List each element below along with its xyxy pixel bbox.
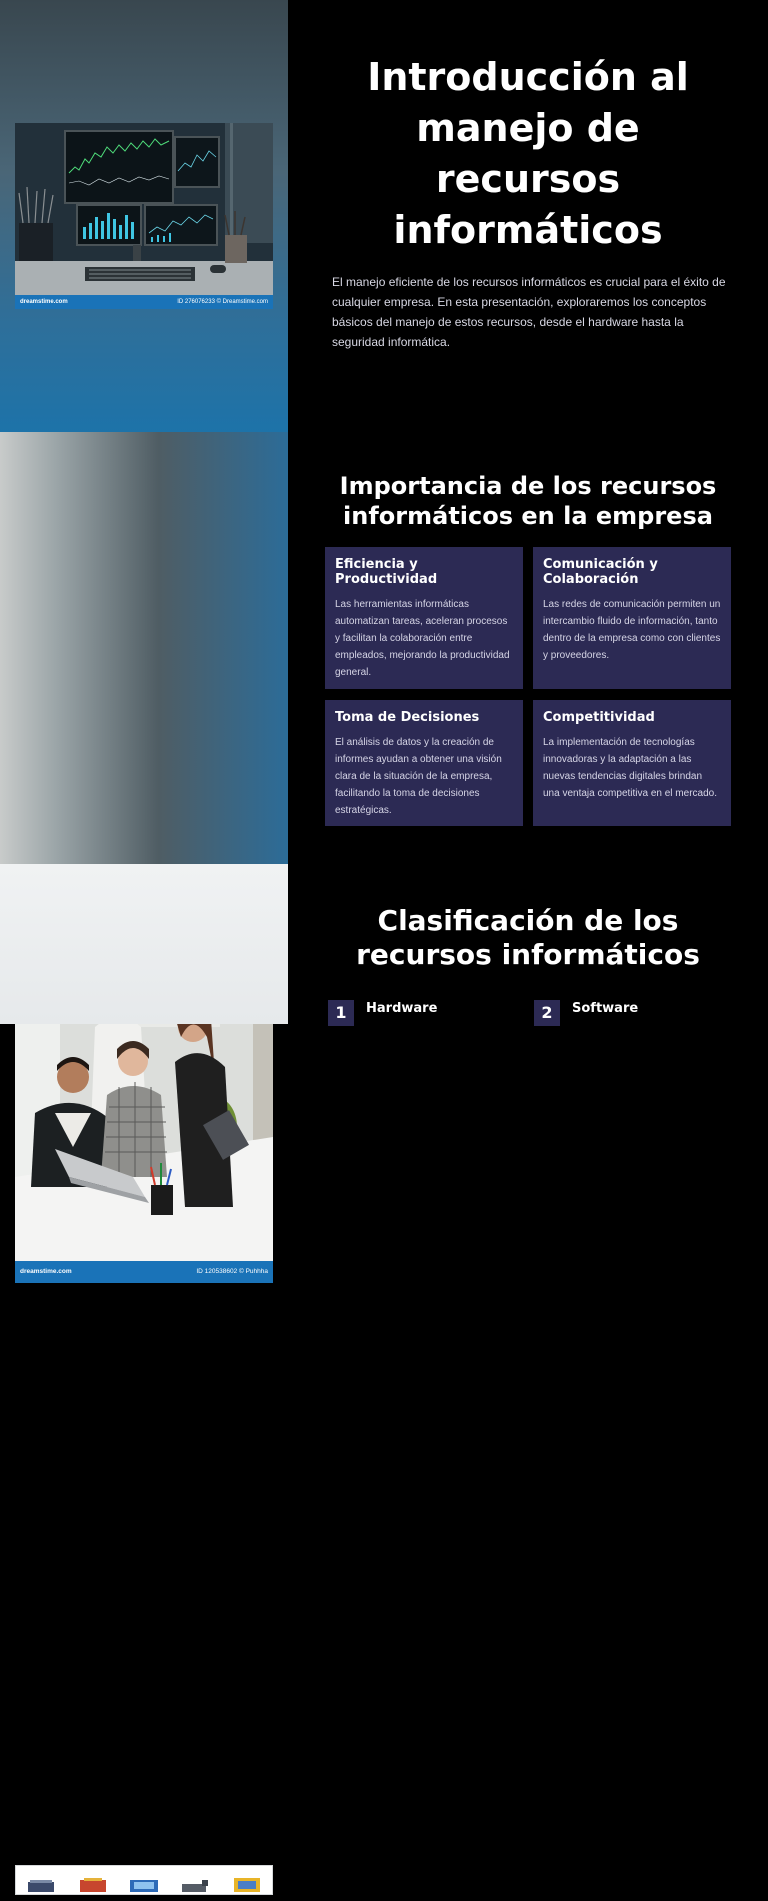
card-title: Toma de Decisiones — [335, 710, 480, 725]
card-text: La implementación de tecnologías innovadoras y la adaptación a las nuevas tendencias digitales brindan una ventaja competitiva en el mercado. — [543, 737, 717, 799]
card-decisions — [325, 700, 523, 826]
image-credit-id: ID 276076233 © Dreamstime.com — [177, 299, 268, 305]
image-credit-id: ID 120538602 © Puhhha — [196, 1268, 268, 1275]
card-text: Las herramientas informáticas automatizan tareas, aceleran procesos y facilitan la colaboración entre empleados, mejorando la productividad general. — [335, 599, 510, 678]
card-text: Las redes de comunicación permiten un intercambio fluido de información, tanto dentro de la empresa como con clientes y proveedores. — [543, 599, 721, 661]
hardware-icons-illustration — [16, 1866, 274, 1896]
classification-item-label: Software — [572, 1001, 639, 1016]
classification-slide-title: Clasificación de los recursos informáticos — [356, 904, 700, 971]
slide-intro-image-panel — [0, 0, 288, 432]
hardware-icons-photo — [15, 1865, 273, 1895]
card-title: Comunicación y Colaboración — [543, 557, 658, 587]
image-credit-bar — [15, 1261, 273, 1283]
trading-monitors-photo — [15, 123, 273, 309]
number-badge: 2 — [534, 1000, 560, 1026]
intro-slide-body: El manejo eficiente de los recursos informáticos es crucial para el éxito de cualquier empresa. En esta presentación, exploraremos los conceptos básicos del manejo de estos recursos, desde el hardware hasta la seguridad informática. — [332, 275, 726, 349]
importance-slide-title: Importancia de los recursos informáticos en la empresa — [339, 472, 717, 530]
card-efficiency — [325, 547, 523, 689]
intro-slide-title: Introducción al manejo de recursos informáticos — [367, 55, 689, 252]
classification-item-label: Hardware — [366, 1001, 438, 1016]
card-communication — [533, 547, 731, 689]
card-text: El análisis de datos y la creación de informes ayudan a obtener una visión clara de la situación de la empresa, facilitando la toma de decisiones estratégicas. — [335, 737, 502, 816]
slide-importance-image-panel — [0, 432, 288, 1275]
card-competitiveness — [533, 700, 731, 826]
image-credit-bar — [15, 295, 273, 309]
slide-classification-image-panel — [0, 864, 288, 1024]
image-credit-source: dreamstime.com — [20, 1268, 72, 1275]
card-title: Eficiencia y Productividad — [335, 557, 438, 587]
number-badge: 1 — [328, 1000, 354, 1026]
image-credit-source: dreamstime.com — [20, 299, 68, 305]
trading-monitors-illustration — [15, 123, 273, 309]
card-title: Competitividad — [543, 710, 655, 725]
